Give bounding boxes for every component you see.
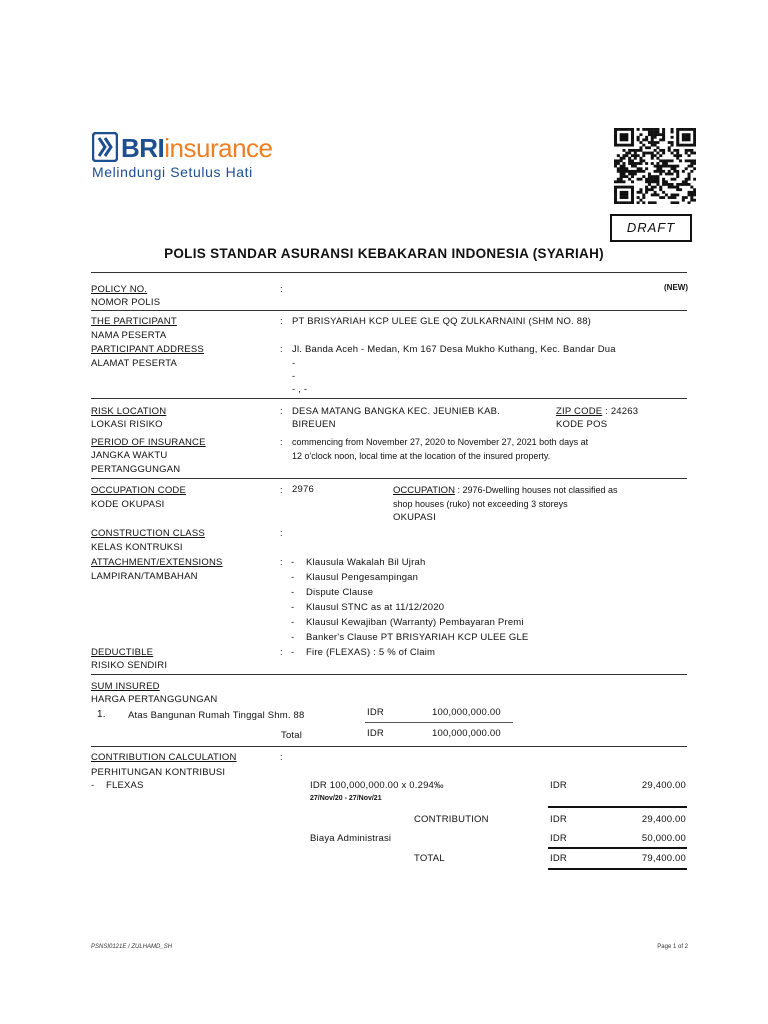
bullet: - [291,587,295,598]
attachment-label-id: LAMPIRAN/TAMBAHAN [91,571,198,582]
admin-fee-currency: IDR [550,833,567,844]
period-label-id-1: JANGKA WAKTU [91,450,168,461]
address-line-4: - , - [292,384,308,395]
divider [91,272,687,273]
sum-total-currency: IDR [367,728,384,739]
bullet: - [291,632,295,643]
bullet: - [291,602,295,613]
address-label-id: ALAMAT PESERTA [91,358,178,369]
footer-page-number: Page 1 of 2 [657,944,688,950]
sum-insured-label: SUM INSURED [91,681,160,692]
risk-location-line-1: DESA MATANG BANGKA KEC. JEUNIEB KAB. [292,406,500,417]
occupation-label: OCCUPATION [393,485,455,496]
divider [548,806,687,808]
flexas-value: 29,400.00 [641,780,686,791]
sum-item-name: Atas Bangunan Rumah Tinggal Shm. 88 [128,710,305,721]
attachment-label: ATTACHMENT/EXTENSIONS [91,557,223,568]
divider [548,868,687,870]
policy-no-label-id: NOMOR POLIS [91,297,161,308]
occupation-label-id: OKUPASI [393,512,436,523]
address-label: PARTICIPANT ADDRESS [91,344,204,355]
occupation-code-label: OCCUPATION CODE [91,485,187,496]
deductible-label-id: RISIKO SENDIRI [91,660,168,671]
policy-no-label: POLICY NO. [91,284,148,295]
colon: : [280,284,283,295]
occupation-code-value: 2976 [292,484,314,495]
period-line-2: 12 o'clock noon, local time at the location of the insured property. [292,451,551,461]
period-label-id-2: PERTANGGUNGAN [91,464,181,475]
bullet: - [291,557,295,568]
total-value: 79,400.00 [641,853,686,864]
admin-fee-value: 50,000.00 [641,833,686,844]
contribution-subtotal-label: CONTRIBUTION [414,814,489,825]
address-line-3: - [292,371,296,382]
contribution-label: CONTRIBUTION CALCULATION [91,752,237,763]
divider [91,478,687,479]
contribution-label-id: PERHITUNGAN KONTRIBUSI [91,767,226,778]
deductible-label: DEDUCTIBLE [91,647,154,658]
colon: : [280,437,283,448]
footer-code: PSNSI0121E / ZULHAMD_SH [91,944,173,950]
occupation-line-1: : 2976-Dwelling houses not classified as [457,485,618,495]
attachment-item: Klausul Kewajiban (Warranty) Pembayaran Premi [306,617,524,628]
divider [365,722,513,723]
deductible-value: Fire (FLEXAS) : 5 % of Claim [306,647,436,658]
flexas-formula: IDR 100,000,000.00 x 0.294‰ [310,780,444,791]
attachment-item: Klausula Wakalah Bil Ujrah [306,557,426,568]
sum-item-number: 1. [97,709,106,720]
flexas-period: 27/Nov/20 - 27/Nov/21 [310,795,382,802]
bullet: - [91,780,95,791]
participant-label-id: NAMA PESERTA [91,330,167,341]
divider [91,674,687,675]
occupation-code-label-id: KODE OKUPASI [91,499,165,510]
participant-value: PT BRISYARIAH KCP ULEE GLE QQ ZULKARNAINI (SHM NO. 88) [292,316,592,327]
draft-stamp: DRAFT [610,214,692,242]
bullet: - [291,647,295,658]
attachment-item: Klausul Pengesampingan [306,572,419,583]
sum-total-value: 100,000,000.00 [432,728,501,739]
zip-code-label: ZIP CODE [556,406,603,417]
attachment-item: Dispute Clause [306,587,374,598]
new-tag: (NEW) [664,283,688,292]
divider [91,746,687,747]
attachment-item: Klausul STNC as at 11/12/2020 [306,602,445,613]
page-title: POLIS STANDAR ASURANSI KEBAKARAN INDONESIA (SYARIAH) [164,246,604,261]
bri-logo-icon [92,132,118,162]
period-line-1: commencing from November 27, 2020 to November 27, 2021 both days at [292,437,589,447]
contribution-subtotal-currency: IDR [550,814,567,825]
total-currency: IDR [550,853,567,864]
sum-total-label: Total [281,730,303,741]
participant-label: THE PARTICIPANT [91,316,177,327]
flexas-currency: IDR [550,780,567,791]
colon: : [280,344,283,355]
risk-location-line-2: BIREUEN [292,419,336,430]
total-label: TOTAL [414,853,445,864]
company-logo: BRIinsurance [121,133,273,163]
divider [548,847,687,849]
divider [91,310,687,311]
colon: : [280,557,283,568]
company-tagline: Melindungi Setulus Hati [92,164,253,180]
attachment-item: Banker's Clause PT BRISYARIAH KCP ULEE GLE [306,632,529,643]
zip-code-label-id: KODE POS [556,419,608,430]
period-label: PERIOD OF INSURANCE [91,437,206,448]
address-line-2: - [292,358,296,369]
risk-location-label-id: LOKASI RISIKO [91,419,163,430]
construction-class-label: CONSTRUCTION CLASS [91,528,205,539]
colon: : [280,528,283,539]
bullet: - [291,572,295,583]
colon: : [280,406,283,417]
flexas-label: FLEXAS [106,780,144,791]
risk-location-label: RISK LOCATION [91,406,167,417]
colon: : [280,485,283,496]
contribution-subtotal-value: 29,400.00 [641,814,686,825]
sum-item-value: 100,000,000.00 [432,707,501,718]
bullet: - [291,617,295,628]
sum-item-currency: IDR [367,707,384,718]
sum-insured-label-id: HARGA PERTANGGUNGAN [91,694,218,705]
colon: : [280,647,283,658]
occupation-line-2: shop houses (ruko) not exceeding 3 storeys [393,499,568,509]
zip-code-value: : 24263 [605,406,639,417]
address-line-1: Jl. Banda Aceh - Medan, Km 167 Desa Mukho Kuthang, Kec. Bandar Dua [292,344,616,355]
qr-code-icon [614,128,696,204]
colon: : [280,316,283,327]
colon: : [280,752,283,763]
construction-class-label-id: KELAS KONTRUKSI [91,542,183,553]
divider [91,398,687,399]
admin-fee-label: Biaya Administrasi [310,833,392,844]
